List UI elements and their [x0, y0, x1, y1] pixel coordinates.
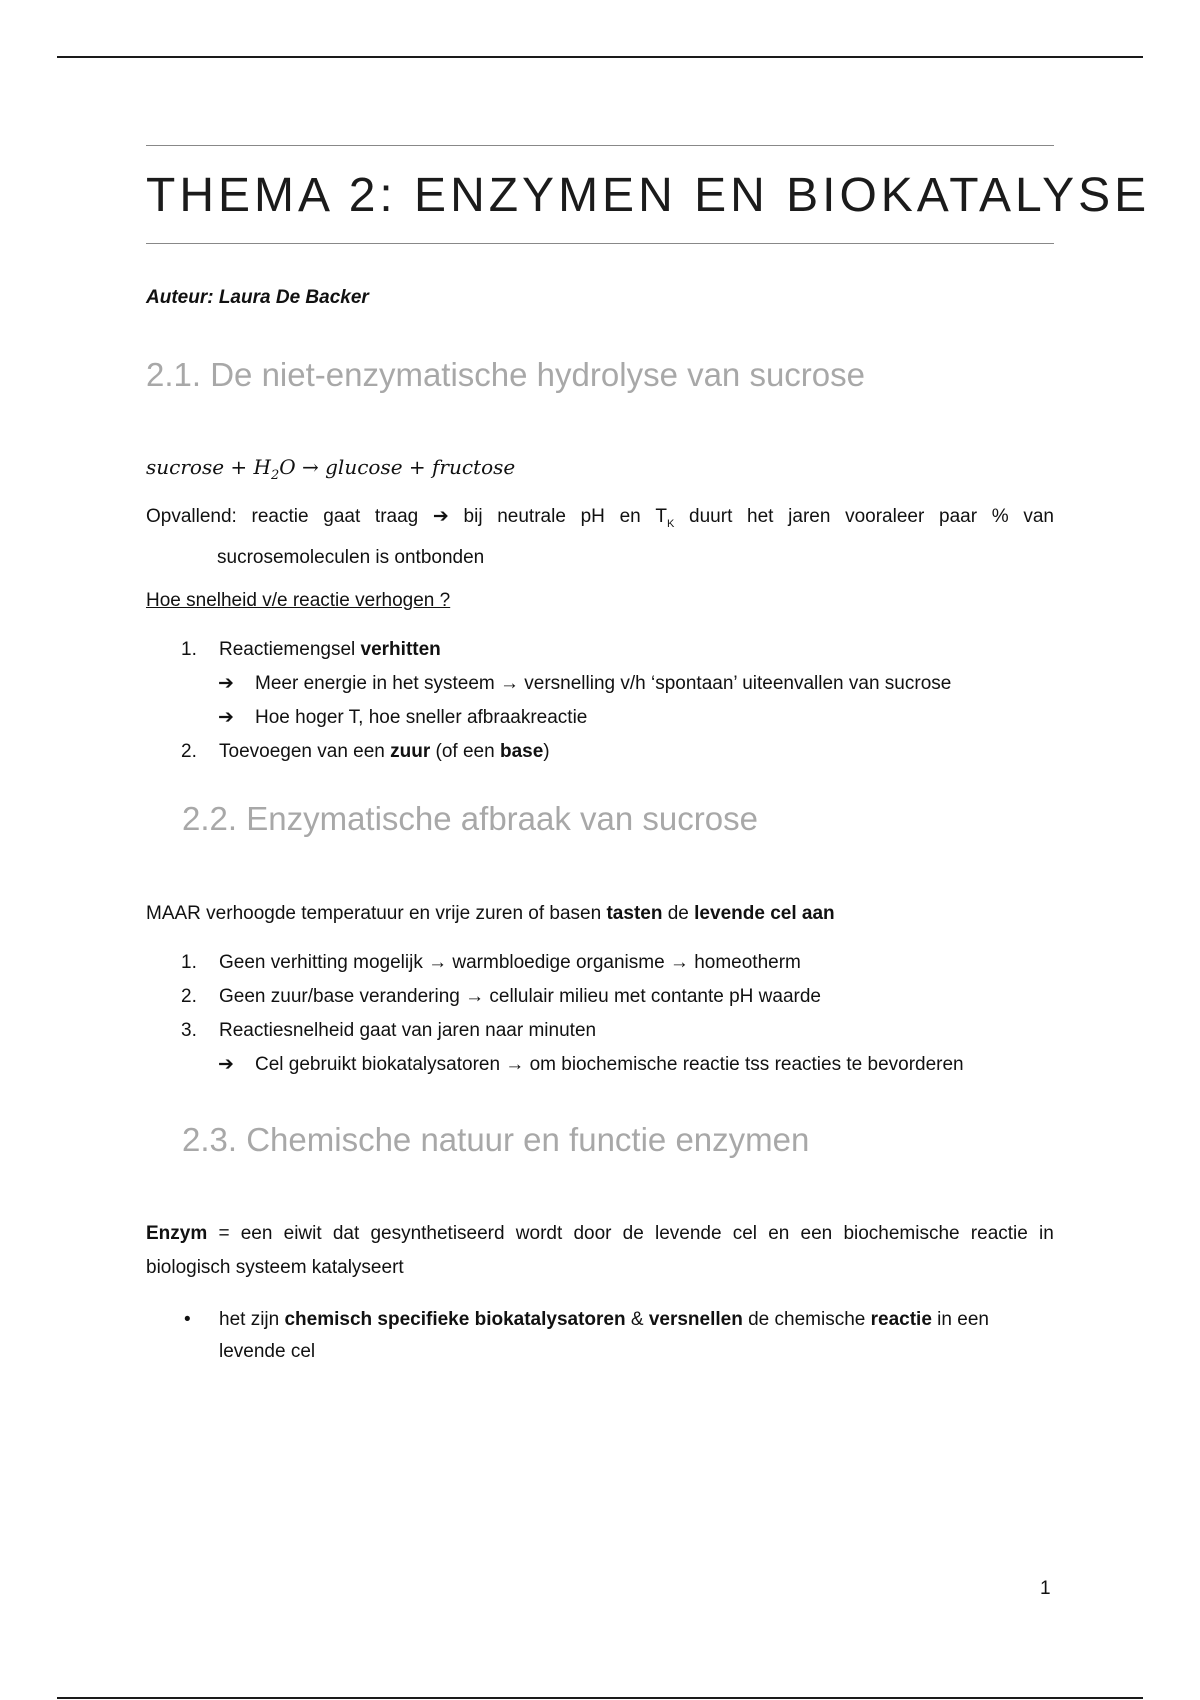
list-item: 1. Geen verhitting mogelijk → warmbloedige organisme → homeotherm	[181, 952, 801, 973]
question-heading: Hoe snelheid v/e reactie verhogen ?	[146, 590, 451, 611]
list-item: 2. Toevoegen van een zuur (of een base)	[181, 741, 550, 762]
observation-line-1: Opvallend: reactie gaat traag ➔ bij neutrale pH en $T_K$ duurt het jaren vooraleer paar % van	[146, 500, 1054, 541]
bullet-icon: •	[184, 1309, 191, 1330]
page-bottom-rule	[57, 1697, 1143, 1699]
definition-line-1: Enzym = een eiwit dat gesynthetiseerd wordt door de levende cel en een biochemische reactie in	[146, 1223, 1054, 1244]
list-item: 3. Reactiesnelheid gaat van jaren naar minuten	[181, 1020, 597, 1041]
list-item: 1. Reactiemengsel verhitten	[181, 639, 441, 660]
ordered-list-speed	[146, 633, 951, 769]
author-line: Auteur: Laura De Backer	[146, 287, 369, 308]
section-heading-2-3: 2.3. Chemische natuur en functie enzymen	[182, 1121, 810, 1158]
list-item: 2. Geen zuur/base verandering → cellulair milieu met contante pH waarde	[181, 986, 821, 1007]
document-title: THEMA 2: ENZYMEN EN BIOKATALYSE	[146, 169, 1151, 222]
section2-intro: MAAR verhoogde temperatuur en vrije zuren of basen tasten de levende cel aan	[146, 903, 835, 924]
sub-list-item: ➔ Cel gebruikt biokatalysatoren → om biochemische reactie tss reacties te bevorderen	[146, 1048, 964, 1082]
section-heading-2-2: 2.2. Enzymatische afbraak van sucrose	[182, 800, 758, 837]
reaction-formula: sucrose + $H_2O \to glucose$ + fructose	[146, 455, 516, 483]
arrow-icon: ➔	[432, 506, 449, 527]
section-heading-2-1: 2.1. De niet-enzymatische hydrolyse van sucrose	[146, 356, 866, 393]
arrow-icon: ➔	[218, 707, 234, 728]
title-box	[146, 145, 1151, 244]
observation-paragraph	[146, 500, 1054, 575]
page-number: 1	[1040, 1578, 1051, 1599]
bullet-item	[146, 1304, 1054, 1368]
sub-list-item: ➔ Meer energie in het systeem → versnelling v/h ‘spontaan’ uiteenvallen van sucrose	[146, 667, 951, 701]
bullet-text: het zijn chemisch specifieke biokatalysatoren & versnellen de chemische reactie in een levende cel	[219, 1309, 989, 1362]
enzyme-definition	[146, 1217, 1054, 1285]
arrow-icon: ➔	[218, 1054, 234, 1075]
definition-line-2: biologisch systeem katalyseert	[146, 1257, 404, 1278]
ordered-list-enzymatic	[146, 946, 964, 1082]
page-top-rule	[57, 56, 1143, 58]
sub-list-item: ➔ Hoe hoger T, hoe sneller afbraakreactie	[146, 701, 951, 735]
arrow-icon: ➔	[218, 673, 234, 694]
observation-line-2: sucrosemoleculen is ontbonden	[217, 546, 485, 568]
